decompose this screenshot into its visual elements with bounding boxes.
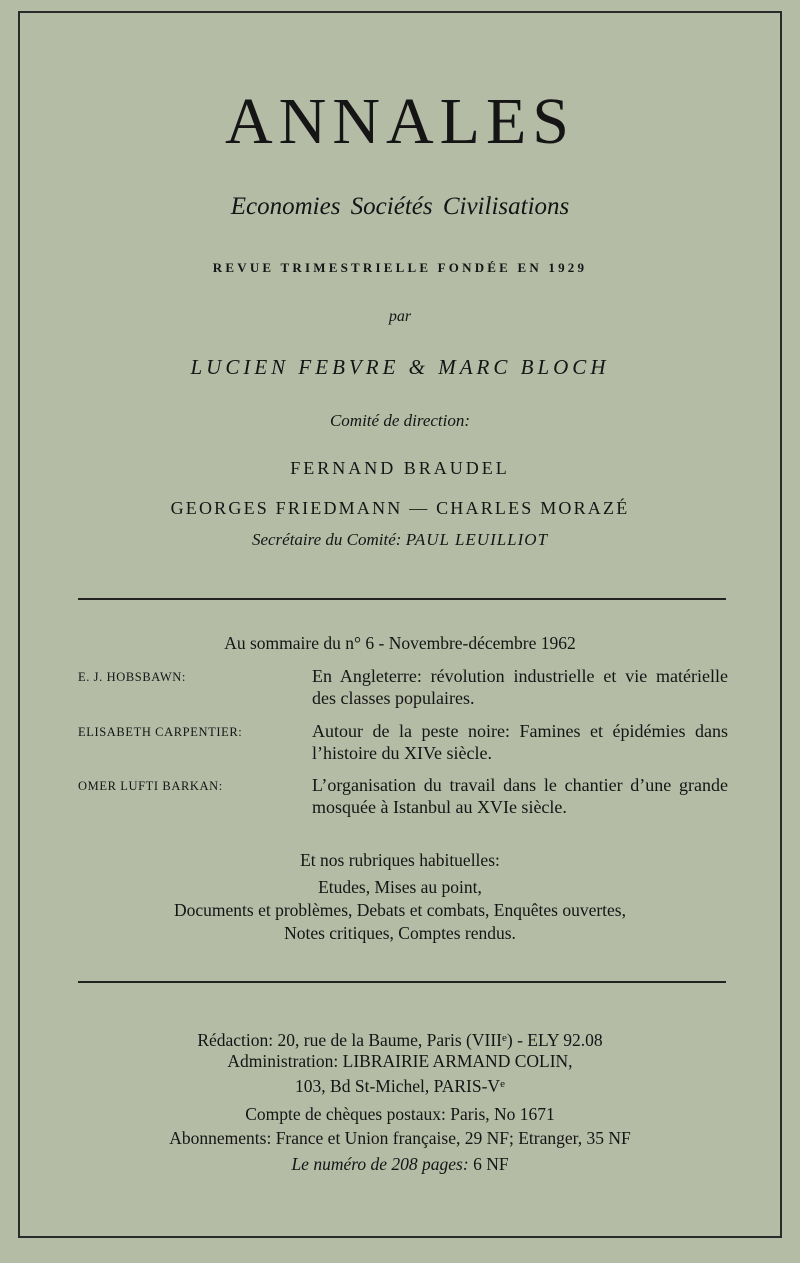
comite-label: Comité de direction: — [329, 411, 471, 430]
divider-top — [78, 598, 726, 600]
article-title: En Angleterre: révolution industrielle et vie matérielle des classes populaires. — [312, 666, 728, 708]
article-author: ELISABETH CARPENTIER: — [78, 725, 243, 739]
article-title: L’organisation du travail dans le chantier d’une grande mosquée à Istanbul au XVIe siècle. — [312, 775, 728, 817]
numero-line — [0, 1152, 800, 1176]
divider-bottom — [78, 981, 726, 983]
rubriques-heading: Et nos rubriques habituelles: — [300, 850, 500, 870]
founders: LUCIEN FEBVRE & MARC BLOCH — [190, 355, 610, 379]
journal-title: ANNALES — [225, 85, 575, 158]
address-sup: e — [500, 1078, 505, 1090]
redaction-prefix: Rédaction: 20, rue de la Baume, Paris (VIII — [197, 1030, 503, 1050]
rubriques-line: Notes critiques, Comptes rendus. — [284, 923, 516, 943]
committee-members: GEORGES FRIEDMANN — CHARLES MORAZÉ — [170, 498, 630, 518]
abonnements-line: Abonnements: France et Union française, 29 NF; Etranger, 35 NF — [169, 1128, 631, 1148]
article-title: Autour de la peste noire: Famines et épidémies dans l’histoire du XIVe siècle. — [312, 721, 728, 763]
secretaire-name: PAUL LEUILLIOT — [405, 530, 549, 549]
redaction-sup: e — [502, 1032, 507, 1044]
journal-subtitle: Economies Sociétés Civilisations — [230, 193, 570, 220]
rubriques-list — [0, 876, 800, 945]
address-line — [0, 1072, 800, 1098]
administration-line: Administration: LIBRAIRIE ARMAND COLIN, — [227, 1051, 573, 1071]
founded-line: REVUE TRIMESTRIELLE FONDÉE EN 1929 — [212, 260, 588, 275]
sommaire-heading: Au sommaire du n° 6 - Novembre-décembre 1962 — [224, 633, 576, 653]
rubriques-line: Documents et problèmes, Debats et combats, Enquêtes ouvertes, — [174, 900, 626, 920]
numero-label: Le numéro de 208 pages: — [291, 1154, 469, 1174]
article-author: E. J. HOBSBAWN: — [78, 670, 187, 684]
par-label: par — [388, 308, 412, 325]
director-name: FERNAND BRAUDEL — [290, 458, 510, 478]
cheques-line: Compte de chèques postaux: Paris, No 1671 — [245, 1104, 555, 1124]
redaction-suffix: ) - ELY 92.08 — [506, 1030, 603, 1050]
address-prefix: 103, Bd St-Michel, PARIS-V — [295, 1076, 501, 1096]
secretaire-label: Secrétaire du Comité: — [251, 530, 402, 549]
rubriques-line: Etudes, Mises au point, — [318, 877, 482, 897]
numero-price: 6 NF — [473, 1154, 509, 1174]
secretaire-line — [0, 528, 800, 552]
article-author: OMER LUFTI BARKAN: — [78, 779, 223, 793]
